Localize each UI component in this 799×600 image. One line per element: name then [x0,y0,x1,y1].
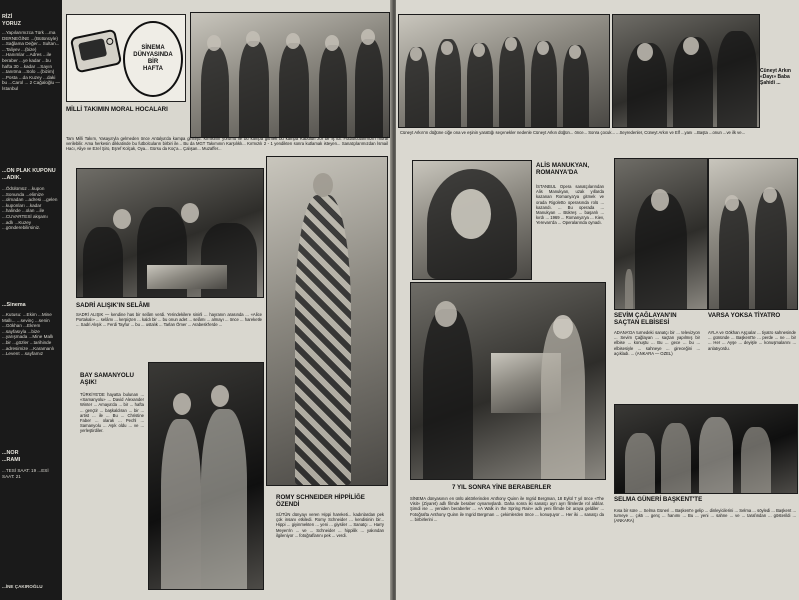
television-icon [70,29,122,74]
alis-body: İSTANBUL Opera sanatçılarından Alis Manukyan, uzak yıllarda kazanan Romanya'ya gitmek ve orada Rigoletto operasında rolü ... kazandı. ... Bu operada ... Manukyan ... Bükreş ... başarılı ... kırdı ... 1969 ... Romanya'ya ... Kiev, Yerevan'da ... Operalarında oynadı. [536,184,604,226]
cuneyt-portrait-photo [612,14,760,128]
moral-body: Tam Milli Takım, Yasaya'yla gelmeden önce Antalya'da kampa girmişti. Kimisinin yorumu ile bu kampa gitmek bu kampa Kabulün zor bir iş idi. Futbolcularımızın moral verilebilir. Ama herkesin dikkatinde bu futbolcuların birbiri ile... Bu da MGT Takımının Karşılıklı... Kırmızılı 2 - 1 yendikten sonra kutlamak isteyen... Sanatçılarımızdan İsmail Hacı, Aliye ve Ezel Şiro, Eşref Kolçak, Oya... Gürsu da Koç'a... Çalışan... Muzaffer... [66,136,388,152]
selma-title: SELMA GÜNERİ BAŞKENT'TE [614,496,703,503]
cuneyt-group-photo [398,14,610,128]
romy-title: ROMY SCHNEIDER HİPPİLİĞE ÖZENDİ [276,494,365,508]
logo-line-3: BİR [147,59,159,65]
varsa-yoksa-photo [708,158,798,310]
selma-guneri-photo [614,404,798,494]
margin-top-text: ...Yapılarımızca Türk ...ma DERNEĞİNE ...(Bütünüyle) ...Sağlama Değer... Sultan... ...Taliyev ...(bize) ...Hanımlar ...Adres ...ile beraber ...ye kadar ...bu hafta 30 ...kadar ...Sayın ...tanıtma ...Solo ...(bizim) ...Posta ...da Kuzey ...daki bu ...Carol ... 2 Cağaloğlu — İstanbul [2,30,60,91]
sadri-body: SADRİ ALIŞIK — kendine has bir selâm verdi. Yerindekilere sinirli ... hayranın arasında ... «Alice Portakalı» ... selâmı ... kerpiçten ... kaldı bir ... bu onun adet ... selâmı ... almayı ... önce ... hareketle ... Sadri Alışık ... Ferdi Tayfur ... bu ... ustalık ... Tarlan Ömer ... Arabesk'lerde ... [76,312,262,328]
quinn-bergman-title: 7 YIL SONRA YİNE BERABERLER [452,484,552,491]
margin-mid-heading: ...ON PLAK KUPONU ...ADIK. [2,168,56,181]
logo-circle [123,21,183,97]
sevim-caglayan-photo [614,158,708,310]
romy-body: SÜTÜN dünyayı veren Hippi hareketi... kadınlardan pek çok insanı etkiledi. Romy Schneider ... kendisinin bir... Hippi ... giyinmekten ... yeni ... giysiler ... Sanatçı ... Harry Meyen'in ... ve ... Schneider ... hippilik ... yakından ilgileniyor ... fotoğraflarını pek ... verdi. [276,512,384,538]
margin-mid-text: ...Ödülümüz ...kupon ...Sonunda ...elimize ...olmadan ...adresi ...gelen ...kuponları ...kadar ...halinde ...olan ...ile ...CUVARTESİ akşamı ...adlı ...Kuzey ...gönderebilirsiniz. [2,186,58,231]
left-margin-column [0,0,62,600]
sadri-alisik-photo [76,168,264,298]
samanyolu-title: BAY SAMANYOLU AŞIK! [80,372,134,386]
quinn-bergman-photo [410,282,606,480]
alis-title: ALİS MANUKYAN, ROMANYA'DA [536,162,590,176]
margin-top-heading: RİZİ YORUZ [2,14,21,27]
romy-schneider-photo [266,156,388,486]
samanyolu-couple-photo [148,362,264,590]
sinema-logo [66,14,186,102]
moral-title: MİLLİ TAKIMIN MORAL HOCALARI [66,106,168,113]
varsa-title: VARSA YOKSA TİYATRO [708,312,781,319]
margin-low-heading: ...Sinema [2,302,26,308]
selma-body: Kısa bir süre ... Selma Güneri ... Başkent'e gelip ... dinleyicilerini ... Selma ... söyledi ... Başkent ... turneye ... çıktı ... genç ... hanımı ... Bu ... yeni ... sahne ... ve ... tarafından ... gösterildi ... (ANKARA) [614,508,796,524]
right-page [396,0,799,600]
alis-manukyan-photo [412,160,532,280]
margin-low-text: ...Kutusu: ...Ekim ...Mine Mallı... ...sevinç ...senin ...Gökhan ...Ekrem ...sayfasıyla ...bize ...yarışmada ...Mine Mallı ...bir ...gözler ...tarihinde ...adresimize ...Karamanlı ...Levent ...sayfamız [2,312,55,357]
cuneyt-body: Cüneyt Arkın'ın düğüne ciğe ona ve eşinin yarattığı seçenekler nedenle Cüneyt Arkın düğün... önce... Sonra çocuk... ...Seyredenler, Cüneyt Arkın ve Elf ...yanı ...Başta ...onun ...ve ilk ve... [400,130,746,135]
margin-bottom-name: ...İNE ÇAKIROĞLU [2,584,43,589]
margin-bottom-text: ...TESİ SAAT: 19 ...ESİ SAAT: 21 [2,468,49,479]
samanyolu-body: TÜRKİYE'DE hayatta bulunan ... «Samanyolu» ... David Alexander Winter ... Amaya'da ... bir ... hafta ... gençtir ... başkaldıran ... bir ... artist ... ile ... Bu ... Christine Faber ... olarak ... Pechl ... Samanyolu ... Aşık oldu ... ve ... yerleştirdiler. [80,392,144,434]
sevim-title: SEVİM ÇAĞLAYAN'IN SAÇTAN ELBİSESİ [614,312,677,326]
moral-coaches-photo [190,12,390,138]
varsa-body: AYLA ve Gökhan Aşçıalar ... tiyatro sahnesinde ... gününde ... Başkent'te ... perde ... ne ... bir ... Her ... Ayşe ... deyişle ... konuşmalarını ... anlatıyordu. [708,330,796,351]
left-page [0,0,392,600]
quinn-bergman-body: SİNEMA dünyasının en ünlü aktörlerinden Anthony Quinn ile Ingrid Bergman, 18 Eylül 7 yıl önce «The Visit» (Ziyaret) adlı filmde beraber oynamışlardı. Daha sonra iki sanatçı ayrı ayrı filmlerde rol aldılar. Şimdi ise ... yeniden beraberler ... «A Walk in the Spring Rain» adlı yeni filmde bir araya geldiler ... Fotoğrafta Anthony Quinn ile Ingrid Bergman ... çekimlerden önce ... konuşuyor ... Her iki ... sanatçı da ... birbirlerini ... [410,496,604,522]
logo-line-1: SİNEMA [141,45,165,51]
sevim-body: ADANA'DA turnedeki sanatçı bir ... televizyon ... Sevim Çağlayan ... saçtan yapılmış bir elbise ... konuştu ... Bu ... gece ... bu ... elbisesiyle ... sahneye ... gireceğini ... açıkladı. ... (ANKARA — OZEL) [614,330,700,356]
cuneyt-caption: Cüneyt Arkın «Dayı» Baba Şahidi ... [760,68,791,86]
margin-bottom-heading: ...NOR ...RAMI [2,450,21,463]
logo-line-2: DÜNYASINDA [133,52,173,58]
sadri-title: SADRİ ALIŞIK'IN SELÂMI [76,302,150,309]
logo-line-4: HAFTA [143,66,163,72]
